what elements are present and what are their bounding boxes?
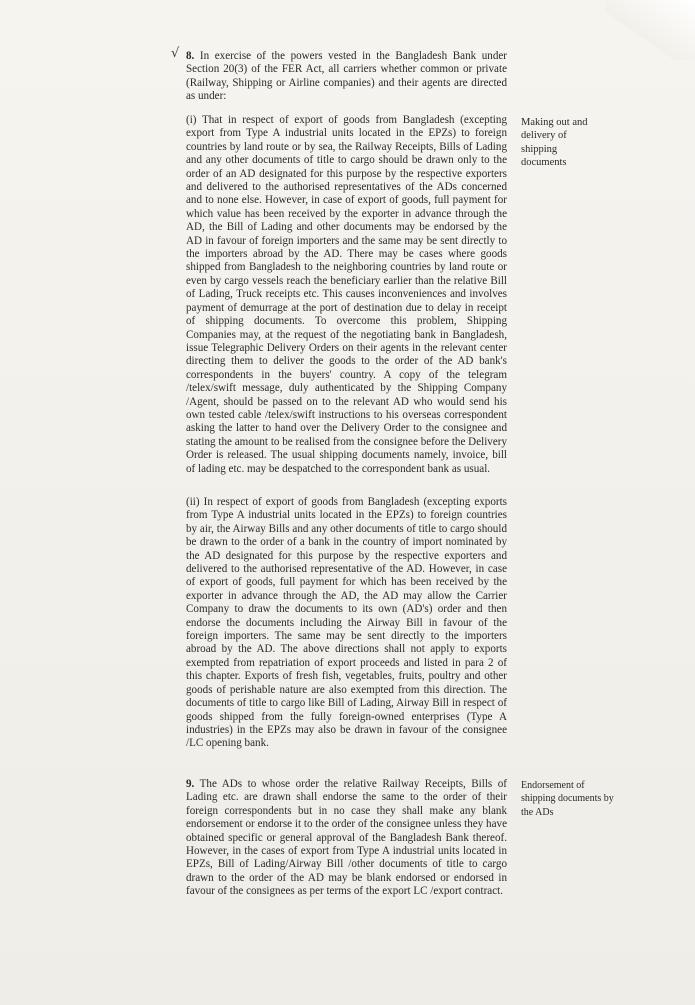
- page-fold: [605, 0, 695, 60]
- margin-note-endorsement: Endorsement of shipping documents by the ADs: [521, 780, 614, 818]
- paragraph-8-intro-text: In exercise of the powers vested in the Bangladesh Bank under Section 20(3) of the FER Act, all carriers whether common or private (Railway, Shipping or Airline companies) and their agents are directed as under:: [186, 50, 507, 103]
- paragraph-9-body: [186, 778, 507, 899]
- clause-i-text: (i) That in respect of export of goods from Bangladesh (excepting export from Type A industrial units located in the EPZs) to foreign countries by land route or by sea, the Railway Receipts, Bills of Lading and any other documents of title to cargo should be drawn only to the order of an AD designated for this purpose by the respective exporters and delivered to the authorised representatives of the ADs concerned and to none else. However, in case of export of goods, full payment for which value has been received by the exporter in advance through the AD, the Bill of Lading and other documents may be endorsed by the AD in favour of foreign importers and the same may be sent directly to the importers abroad by the AD. There may be cases where goods shipped from Bangladesh to the neighboring countries by land route or even by cargo vessels reach the beneficiary earlier than the relative Bill of Lading, Truck receipts etc. This causes inconveniences and involves payment of demurrage at the port of destination due to delay in receipt of shipping documents. To overcome this problem, Shipping Companies may, at the request of the negotiating bank in Bangladesh, issue Telegraphic Delivery Orders on their agents in the relevant center directing them to deliver the goods to the order of the AD bank's correspondents in the buyers' country. A copy of the telegram /telex/swift message, duly authenticated by the Shipping Company /Agent, should be passed on to the relevant AD who would send his own tested cable /telex/swift instructions to his overseas correspondent asking the latter to hand over the Delivery Order to the consignee and stating the amount to be realised from the consignee before the Delivery Order is released. The usual shipping documents namely, invoice, bill of lading etc. may be despatched to the correspondent bank as usual.: [186, 114, 507, 475]
- paragraph-9: [186, 778, 507, 899]
- paragraph-8-clause-i: [186, 114, 507, 476]
- paragraph-8-clause-ii: [186, 496, 507, 751]
- paragraph-9-number: 9.: [186, 778, 195, 790]
- handwritten-checkmark: √: [171, 46, 180, 61]
- paragraph-9-text: The ADs to whose order the relative Railway Receipts, Bills of Lading etc. are drawn shall endorse the same to the order of their foreign correspondents but in no case they shall make any blank endorsement or endorse it to the order of the consignee unless they have obtained specific or general approval of the Bangladesh Bank thereof. However, in the cases of export from Type A industrial units located in EPZs, Bill of Lading/Airway Bill /other documents of title to cargo drawn to the order of the AD may be blank endorsed or endorsed in favour of the consignees as per terms of the export LC /export contract.: [186, 778, 507, 898]
- paragraph-8: [186, 50, 507, 104]
- paragraph-8-intro: [186, 50, 507, 104]
- margin-note-making-out: Making out and delivery of shipping documents: [521, 117, 588, 169]
- clause-ii-text: (ii) In respect of export of goods from Bangladesh (excepting exports from Type A industrial units located in the EPZs) to foreign countries by air, the Airway Bills and any other documents of title to cargo should be drawn to the order of a bank in the country of import nominated by the AD designated for this purpose by the respective exporters and delivered to the authorised representative of the AD. However, in case of export of goods, full payment for which has been received by the exporter in advance through the AD, the AD may allow the Carrier Company to draw the documents to its own (AD's) order and then endorse the documents including the Airway Bill in favour of the foreign importers. The same may be sent directly to the importers abroad by the AD. The above directions shall not apply to exports exempted from repatriation of export proceeds and listed in para 2 of this chapter. Exports of fresh fish, vegetables, fruits, poultry and other goods of perishable nature are also exempted from this direction. The documents of title to cargo like Bill of Lading, Airway Bill in respect of goods shipped from the fully foreign-owned enterprises (Type A industries) in the EPZs may also be drawn in favour of the consignee /LC opening bank.: [186, 496, 507, 750]
- paragraph-8-number: 8.: [186, 50, 195, 62]
